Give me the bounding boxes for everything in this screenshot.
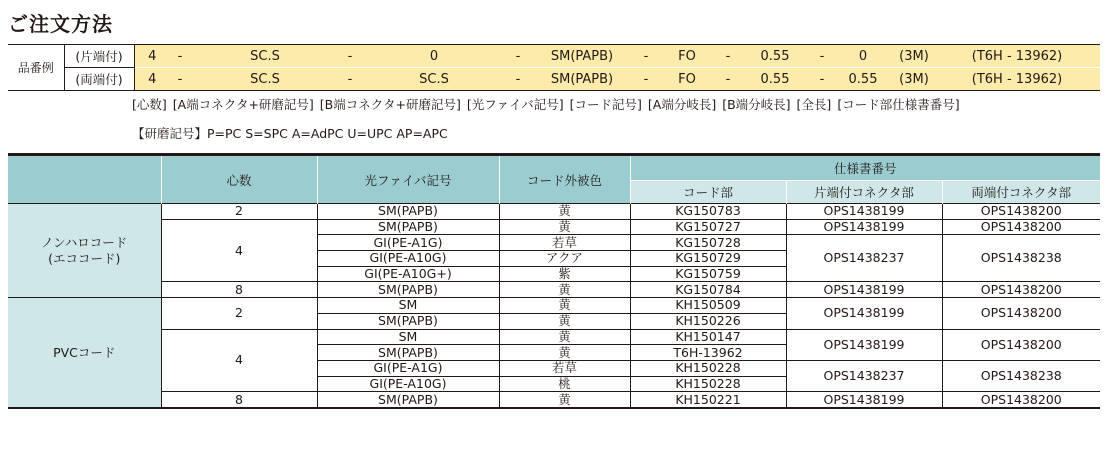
example-cell: 4 (134, 68, 170, 91)
table-row (8, 204, 1100, 220)
color-cell: 黄 (499, 345, 630, 361)
example-cell: - (170, 45, 190, 68)
color-cell: 黄 (499, 392, 630, 408)
fiber-cell: SM(PAPB) (317, 345, 499, 361)
cores-cell: 2 (161, 298, 317, 329)
single-cell: OPS1438199 (786, 204, 942, 220)
cord-cell: KG150759 (630, 266, 786, 282)
group-nonhalo-line2: (エココード) (48, 250, 121, 266)
cord-cell: KG150727 (630, 219, 786, 235)
cores-cell: 8 (161, 282, 317, 298)
cord-cell: KH150226 (630, 313, 786, 329)
header-blank (8, 155, 161, 204)
fiber-cell: SM(PAPB) (317, 204, 499, 220)
single-cell: OPS1438199 (786, 392, 942, 408)
color-cell: アクア (499, 251, 630, 267)
example-cell: - (812, 68, 832, 91)
example-kind-label: (両端付) (64, 68, 134, 91)
example-cell: 0.55 (738, 68, 812, 91)
cores-cell: 4 (161, 219, 317, 282)
example-cell: (3M) (894, 68, 934, 91)
header-cores: 心数 (161, 155, 317, 204)
example-cell: FO (656, 68, 718, 91)
fiber-cell: SM (317, 298, 499, 314)
cord-cell: KH150228 (630, 376, 786, 392)
example-cell: - (508, 45, 528, 68)
example-cell: - (636, 68, 656, 91)
color-cell: 黄 (499, 313, 630, 329)
example-cell: (T6H - 13962) (934, 45, 1100, 68)
group-nonhalo-line1: ノンハロコード (41, 234, 128, 250)
single-cell: OPS1438199 (786, 219, 942, 235)
color-cell: 黄 (499, 204, 630, 220)
legend-item: [コード部仕様書番号] (837, 97, 960, 112)
example-row-double (8, 68, 1100, 91)
cores-cell: 8 (161, 392, 317, 408)
example-cell: (3M) (894, 45, 934, 68)
cord-cell: T6H-13962 (630, 345, 786, 361)
legend-item: [全長] (796, 97, 832, 112)
cord-cell: KH150221 (630, 392, 786, 408)
example-kind-label: (片端付) (64, 45, 134, 68)
fiber-cell: SM(PAPB) (317, 282, 499, 298)
double-cell: OPS1438200 (942, 298, 1100, 329)
fiber-cell: GI(PE-A1G) (317, 360, 499, 376)
header-double: 両端付コネクタ部 (942, 181, 1100, 204)
example-cell: SC.S (190, 68, 340, 91)
cord-cell: KH150509 (630, 298, 786, 314)
table-row (8, 329, 1100, 345)
legend-item: [光ファイバ記号] (466, 97, 564, 112)
example-cell: - (812, 45, 832, 68)
double-cell: OPS1438200 (942, 329, 1100, 360)
single-cell: OPS1438237 (786, 235, 942, 282)
single-cell: OPS1438199 (786, 298, 942, 329)
part-number-example-label: 品番例 (8, 45, 64, 91)
example-cell: SM(PAPB) (528, 68, 636, 91)
double-cell: OPS1438200 (942, 219, 1100, 235)
color-cell: 若草 (499, 235, 630, 251)
single-cell: OPS1438199 (786, 282, 942, 298)
color-cell: 桃 (499, 376, 630, 392)
example-cell: FO (656, 45, 718, 68)
field-legend (132, 95, 966, 113)
color-cell: 紫 (499, 266, 630, 282)
example-cell: - (718, 45, 738, 68)
fiber-cell: SM(PAPB) (317, 392, 499, 408)
cores-cell: 4 (161, 329, 317, 392)
color-cell: 黄 (499, 282, 630, 298)
cord-cell: KG150784 (630, 282, 786, 298)
double-cell: OPS1438200 (942, 204, 1100, 220)
cores-cell: 2 (161, 204, 317, 220)
example-cell: - (508, 68, 528, 91)
header-fiber: 光ファイバ記号 (317, 155, 499, 204)
header-spec-no: 仕様書番号 (630, 155, 1100, 181)
single-cell: OPS1438237 (786, 360, 942, 391)
example-cell: SM(PAPB) (528, 45, 636, 68)
color-cell: 若草 (499, 360, 630, 376)
table-row (8, 298, 1100, 314)
legend-item: [A端コネクタ+研磨記号] (172, 97, 314, 112)
header-color: コード外被色 (499, 155, 630, 204)
example-cell: 0.55 (738, 45, 812, 68)
group-pvc: PVCコード (8, 298, 161, 408)
table-row (8, 392, 1100, 408)
example-cell: - (340, 68, 360, 91)
table-row (8, 282, 1100, 298)
header-single: 片端付コネクタ部 (786, 181, 942, 204)
legend-item: [B端コネクタ+研磨記号] (319, 97, 461, 112)
group-nonhalo (8, 204, 161, 298)
part-number-example-table (8, 44, 1100, 91)
double-cell: OPS1438200 (942, 282, 1100, 298)
table-row (8, 219, 1100, 235)
fiber-cell: GI(PE-A10G) (317, 251, 499, 267)
example-cell: SC.S (190, 45, 340, 68)
legend-item: [A端分岐長] (647, 97, 717, 112)
legend-item: [心数] (132, 97, 167, 112)
example-row-single (8, 45, 1100, 68)
example-cell: 0 (360, 45, 508, 68)
cord-cell: KH150228 (630, 360, 786, 376)
single-cell: OPS1438199 (786, 329, 942, 360)
double-cell: OPS1438238 (942, 235, 1100, 282)
legend-item: [コード記号] (569, 97, 642, 112)
example-cell: - (340, 45, 360, 68)
page-title: ご注文方法 (8, 12, 113, 36)
example-cell: 4 (134, 45, 170, 68)
cord-cell: KH150147 (630, 329, 786, 345)
fiber-cell: GI(PE-A10G+) (317, 266, 499, 282)
example-cell: - (636, 45, 656, 68)
color-cell: 黄 (499, 298, 630, 314)
fiber-cell: GI(PE-A1G) (317, 235, 499, 251)
spec-table (8, 153, 1100, 409)
fiber-cell: GI(PE-A10G) (317, 376, 499, 392)
polish-code-note: 【研磨記号】P=PC S=SPC A=AdPC U=UPC AP=APC (132, 126, 448, 141)
fiber-cell: SM(PAPB) (317, 219, 499, 235)
color-cell: 黄 (499, 219, 630, 235)
example-cell: SC.S (360, 68, 508, 91)
fiber-cell: SM (317, 329, 499, 345)
header-cord: コード部 (630, 181, 786, 204)
cord-cell: KG150728 (630, 235, 786, 251)
cord-cell: KG150783 (630, 204, 786, 220)
example-cell: (T6H - 13962) (934, 68, 1100, 91)
example-cell: 0 (832, 45, 894, 68)
example-cell: - (718, 68, 738, 91)
fiber-cell: SM(PAPB) (317, 313, 499, 329)
example-cell: 0.55 (832, 68, 894, 91)
double-cell: OPS1438200 (942, 392, 1100, 408)
double-cell: OPS1438238 (942, 360, 1100, 391)
cord-cell: KG150729 (630, 251, 786, 267)
legend-item: [B端分岐長] (722, 97, 791, 112)
color-cell: 黄 (499, 329, 630, 345)
example-cell: - (170, 68, 190, 91)
